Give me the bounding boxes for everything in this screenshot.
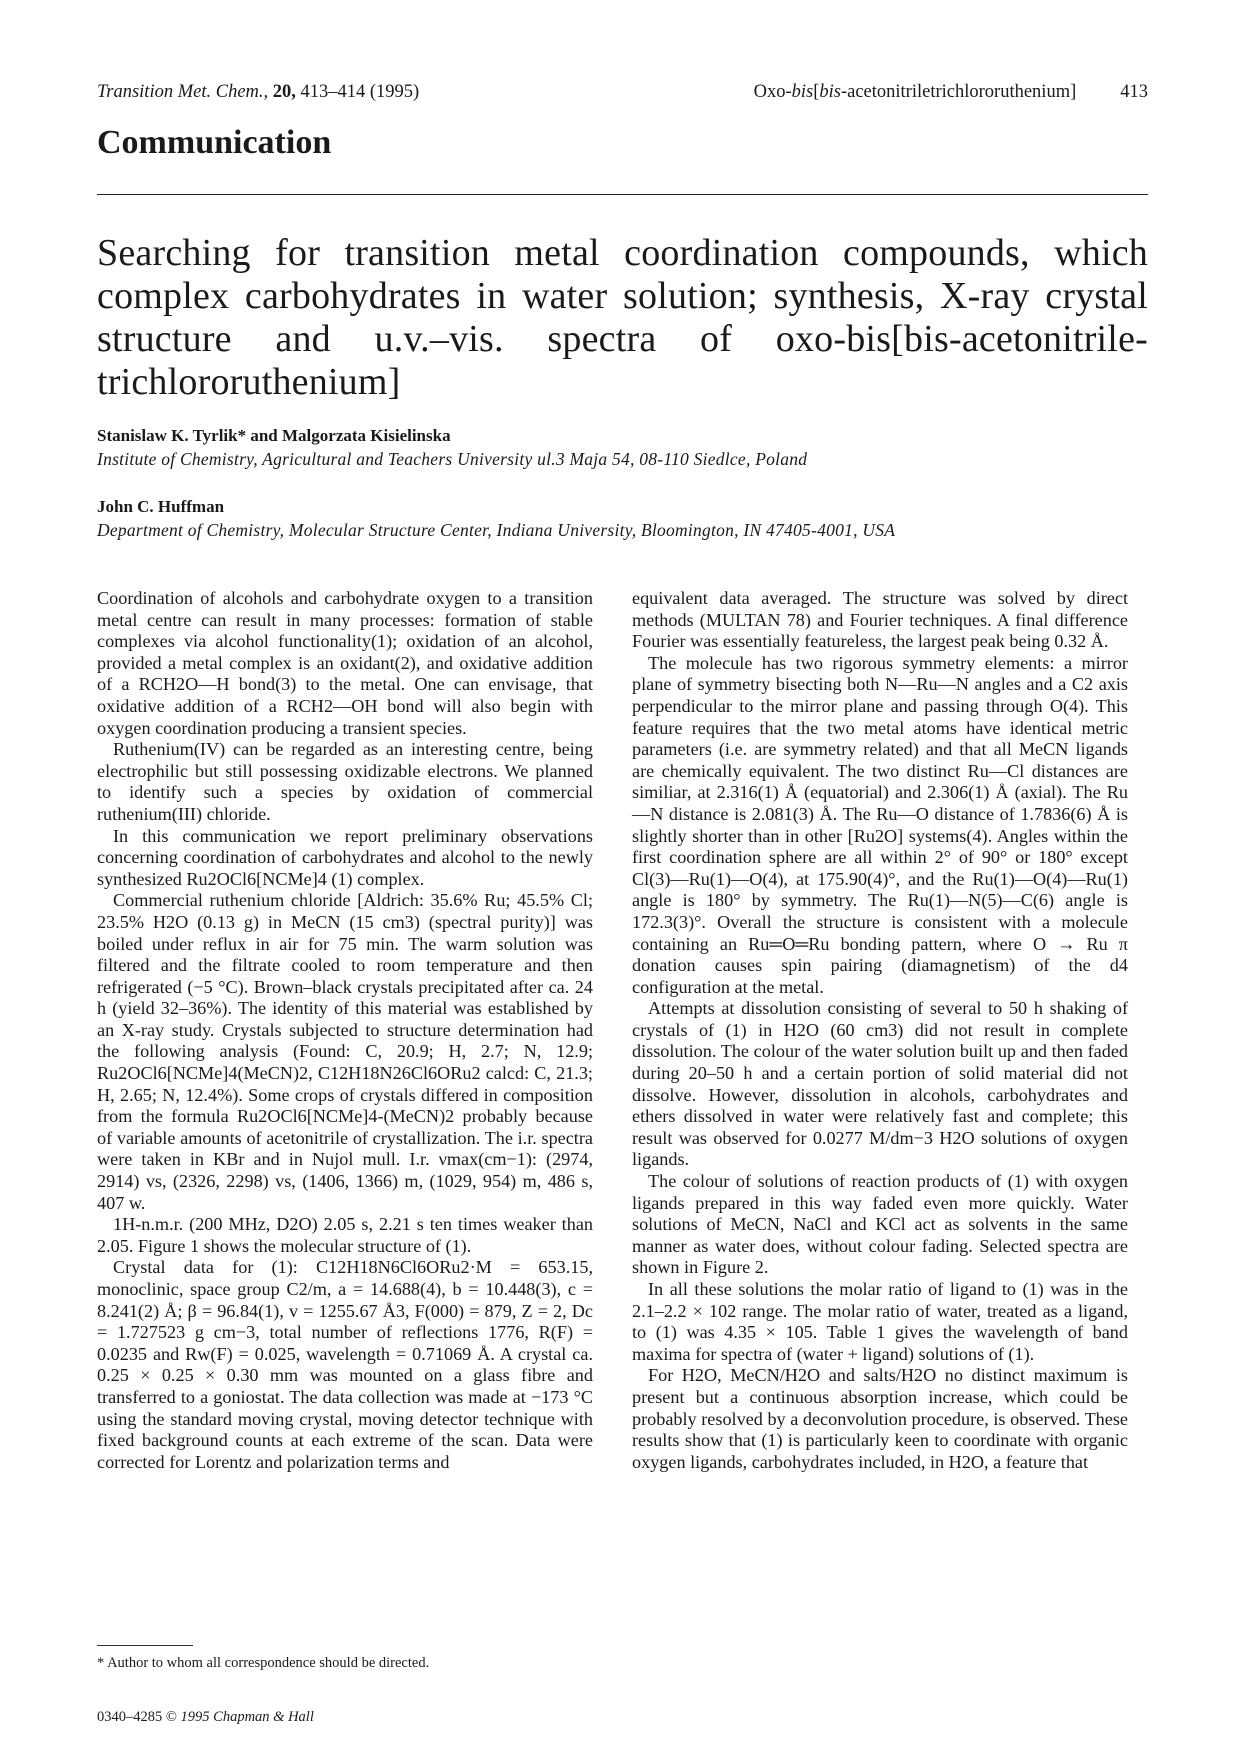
journal-pages: 413–414 (1995): [300, 82, 420, 102]
footnote: * Author to whom all correspondence should be directed.: [97, 1655, 430, 1671]
paragraph: Ruthenium(IV) can be regarded as an interesting centre, being electrophilic but still possessing oxidizable electrons. We planned to identify such a species by oxidation of commercial ruthenium(III) chloride.: [97, 739, 593, 824]
running-title-part: bis: [819, 82, 841, 102]
page-number: 413: [1120, 82, 1148, 102]
paragraph: In all these solutions the molar ratio of ligand to (1) was in the 2.1–2.2 × 102 range. The molar ratio of water, treated as a ligand, to (1) was 4.35 × 105. Table 1 gives the wavelength of band maxima for spectra of (water + ligand) solutions of (1).: [632, 1279, 1128, 1364]
issn: 0340–4285 ©: [97, 1709, 181, 1725]
paragraph: The colour of solutions of reaction products of (1) with oxygen ligands prepared in this way faded even more quickly. Water solutions of MeCN, NaCl and KCl act as solvents in the same manner as water does, without colour fading. Selected spectra are shown in Figure 2.: [632, 1171, 1128, 1278]
running-title-part: -acetonitriletrichlororuthenium]: [840, 82, 1077, 102]
author-names: Stanislaw K. Tyrlik* and Malgorzata Kisielinska: [97, 426, 451, 445]
paragraph: equivalent data averaged. The structure was solved by direct methods (MULTAN 78) and Fourier techniques. A final difference Fourier was essentially featureless, the largest peak being 0.32 Å.: [632, 588, 1128, 652]
body-column-right: [632, 588, 1128, 1473]
author-names: John C. Huffman: [97, 497, 225, 516]
paragraph: Crystal data for (1): C12H18N6Cl6ORu2·M = 653.15, monoclinic, space group C2/m, a = 14.688(4), b = 10.448(3), c = 8.241(2) Å; β = 96.84(1), v = 1255.67 Å3, F(000) = 879, Z = 2, Dc = 1.727523 g cm−3, total number of reflections 1776, R(F) = 0.0235 and Rw(F) = 0.025, wavelength = 0.71069 Å. A crystal ca. 0.25 × 0.25 × 0.30 mm was mounted on a glass fibre and transferred to a goniostat. The data collection was made at −173 °C using the standard moving crystal, moving detector technique with fixed background counts at each extreme of the scan. Data were corrected for Lorentz and polarization terms and: [97, 1257, 593, 1472]
running-head: [97, 82, 1148, 108]
paragraph: 1H-n.m.r. (200 MHz, D2O) 2.05 s, 2.21 s ten times weaker than 2.05. Figure 1 shows the molecular structure of (1).: [97, 1214, 593, 1256]
article-title: Searching for transition metal coordination compounds, which complex carbohydrates in water solution; synthesis, X-ray crystal structure and u.v.–vis. spectra of oxo-bis[bis-acetonitrile-trichlororuthenium]: [97, 232, 1148, 403]
running-title: [754, 82, 1148, 103]
publisher: 1995 Chapman & Hall: [180, 1709, 314, 1725]
footnote-rule: [97, 1645, 193, 1646]
body-column-left: [97, 588, 593, 1473]
running-title-part: [: [813, 82, 820, 102]
header-rule: [97, 194, 1148, 195]
paragraph: Attempts at dissolution consisting of several to 50 h shaking of crystals of (1) in H2O (60 cm3) did not result in complete dissolution. The colour of the water solution built up and then faded during 20–50 h and a certain portion of solid material did not dissolve. However, dissolution in alcohols, carbohydrates and ethers dissolved in water were relatively fast and complete; this result was observed for 0.0277 M/dm−3 H2O solutions of oxygen ligands.: [632, 998, 1128, 1170]
paragraph: The molecule has two rigorous symmetry elements: a mirror plane of symmetry bisecting both N—Ru—N angles and a C2 axis perpendicular to the mirror plane and passing through O(4). This feature requires that the two metal atoms have identical metric parameters (i.e. are symmetry related) and that all MeCN ligands are chemically equivalent. The two distinct Ru—Cl distances are similiar, at 2.316(1) Å (equatorial) and 2.306(1) Å (axial). The Ru—N distance is 2.081(3) Å. The Ru—O distance of 1.7836(6) Å is slightly shorter than in other [Ru2O] systems(4). Angles within the first coordination sphere are all within 2° of 90° or 180° except Cl(3)—Ru(1)—O(4), at 175.90(4)°, and the Ru(1)—O(4)—Ru(1) angle is 180° by symmetry. The Ru(1)—N(5)—C(6) angle is 172.3(3)°. Overall the structure is consistent with a molecule containing an Ru═O═Ru bonding pattern, where O → Ru π donation causes spin pairing (diamagnetism) of the d4 configuration at the metal.: [632, 652, 1128, 997]
copyright-line: [97, 1709, 314, 1726]
running-title-part: bis: [791, 82, 814, 102]
author-affiliation: Institute of Chemistry, Agricultural and Teachers University ul.3 Maja 54, 08-110 Siedlce, Poland: [97, 449, 808, 469]
author-affiliation: Department of Chemistry, Molecular Structure Center, Indiana University, Bloomington, IN 47405-4001, USA: [97, 520, 896, 540]
paragraph: Commercial ruthenium chloride [Aldrich: 35.6% Ru; 45.5% Cl; 23.5% H2O (0.13 g) in MeCN (15 cm3) (spectral purity)] was boiled under reflux in air for 75 min. The warm solution was filtered and the filtrate cooled to room temperature and then refrigerated (−5 °C). Brown–black crystals precipitated after ca. 24 h (yield 32–36%). The identity of this material was established by an X-ray study. Crystals subjected to structure determination had the following analysis (Found: C, 20.9; H, 2.7; N, 12.9; Ru2OCl6[NCMe]4(MeCN)2, C12H18N26Cl6ORu2 calcd: C, 21.3; H, 2.65; N, 12.4%). Some crops of crystals differed in composition from the formula Ru2OCl6[NCMe]4-(MeCN)2 probably because of variable amounts of acetonitrile of crystallization. The i.r. spectra were taken in KBr and in Nujol mull. I.r. νmax(cm−1): (2974, 2914) vs, (2326, 2298) vs, (1406, 1366) m, (1029, 954) m, 486 s, 407 w.: [97, 890, 593, 1213]
paragraph: For H2O, MeCN/H2O and salts/H2O no distinct maximum is present but a continuous absorption increase, which could be probably resolved by a deconvolution procedure, is observed. These results show that (1) is particularly keen to coordinate with organic oxygen ligands, carbohydrates included, in H2O, a feature that: [632, 1365, 1128, 1472]
paragraph: In this communication we report preliminary observations concerning coordination of carbohydrates and alcohol to the newly synthesized Ru2OCl6[NCMe]4 (1) complex.: [97, 825, 593, 889]
paragraph: Coordination of alcohols and carbohydrate oxygen to a transition metal centre can result in many processes: formation of stable complexes via alcohol functionality(1); oxidation of an alcohol, provided a metal complex is an oxidant(2), and oxidative addition of a RCH2O—H bond(3) to the metal. One can envisage, that oxidative addition of a RCH2—OH bond will also begin with oxygen coordination producing a transient species.: [97, 588, 593, 738]
journal-citation: [97, 82, 419, 103]
section-label: Communication: [97, 124, 332, 161]
running-title-part: Oxo-: [753, 82, 792, 102]
journal-name: Transition Met. Chem.,: [97, 82, 269, 102]
journal-volume: 20,: [272, 82, 296, 102]
